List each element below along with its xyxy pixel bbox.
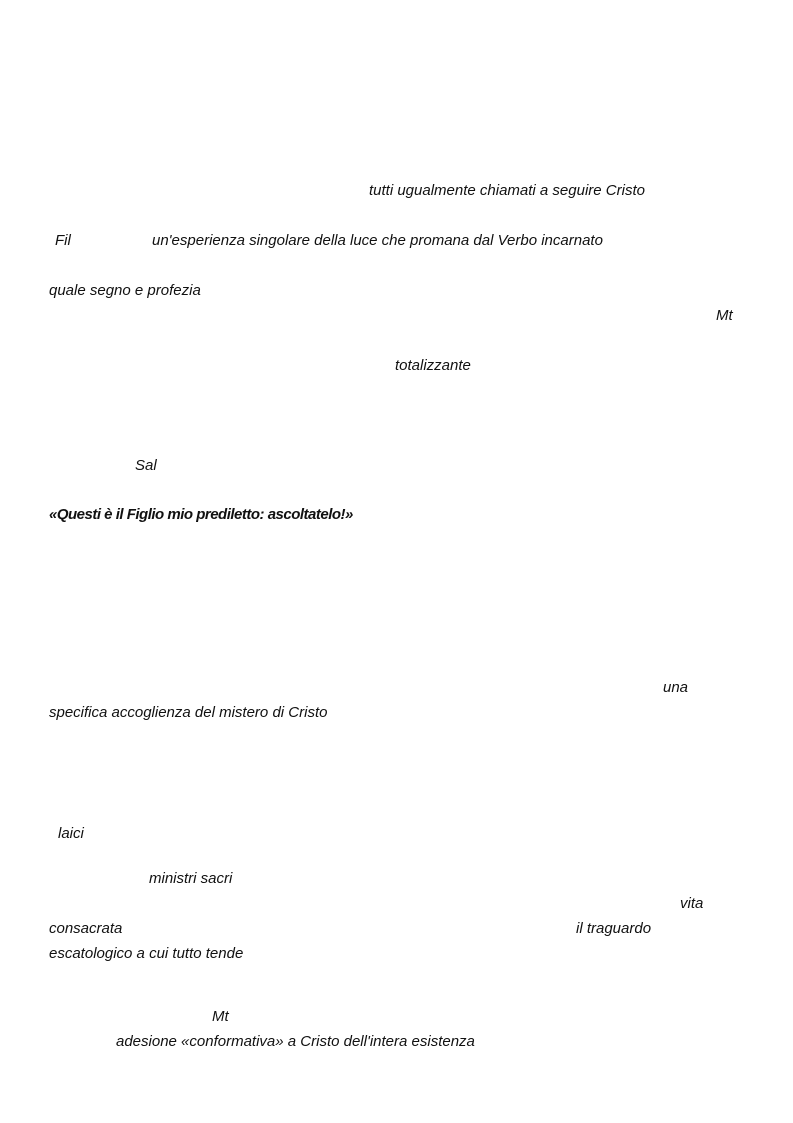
text-fragment: Sal	[135, 457, 157, 474]
text-fragment: adesione «conformativa» a Cristo dell'intera esistenza	[116, 1033, 475, 1050]
text-fragment: un'esperienza singolare della luce che promana dal Verbo incarnato	[152, 232, 603, 249]
text-fragment: Mt	[716, 307, 733, 324]
text-fragment: Mt	[212, 1008, 229, 1025]
text-fragment: escatologico a cui tutto tende	[49, 945, 244, 962]
text-fragment: laici	[58, 825, 84, 842]
text-fragment: consacrata	[49, 920, 123, 937]
text-fragment: il traguardo	[576, 920, 652, 937]
text-fragment: una	[663, 679, 689, 696]
text-fragment-quote: «Questi è il Figlio mio prediletto: ascoltatelo!»	[49, 506, 353, 523]
text-fragment: ministri sacri	[149, 870, 233, 887]
text-fragment: vita	[680, 895, 704, 912]
text-fragment: quale segno e profezia	[49, 282, 201, 299]
text-fragment: totalizzante	[395, 357, 471, 374]
text-fragment: Fil	[55, 232, 71, 249]
text-fragment: specifica accoglienza del mistero di Cristo	[49, 704, 328, 721]
text-fragment: tutti ugualmente chiamati a seguire Cristo	[369, 182, 645, 199]
